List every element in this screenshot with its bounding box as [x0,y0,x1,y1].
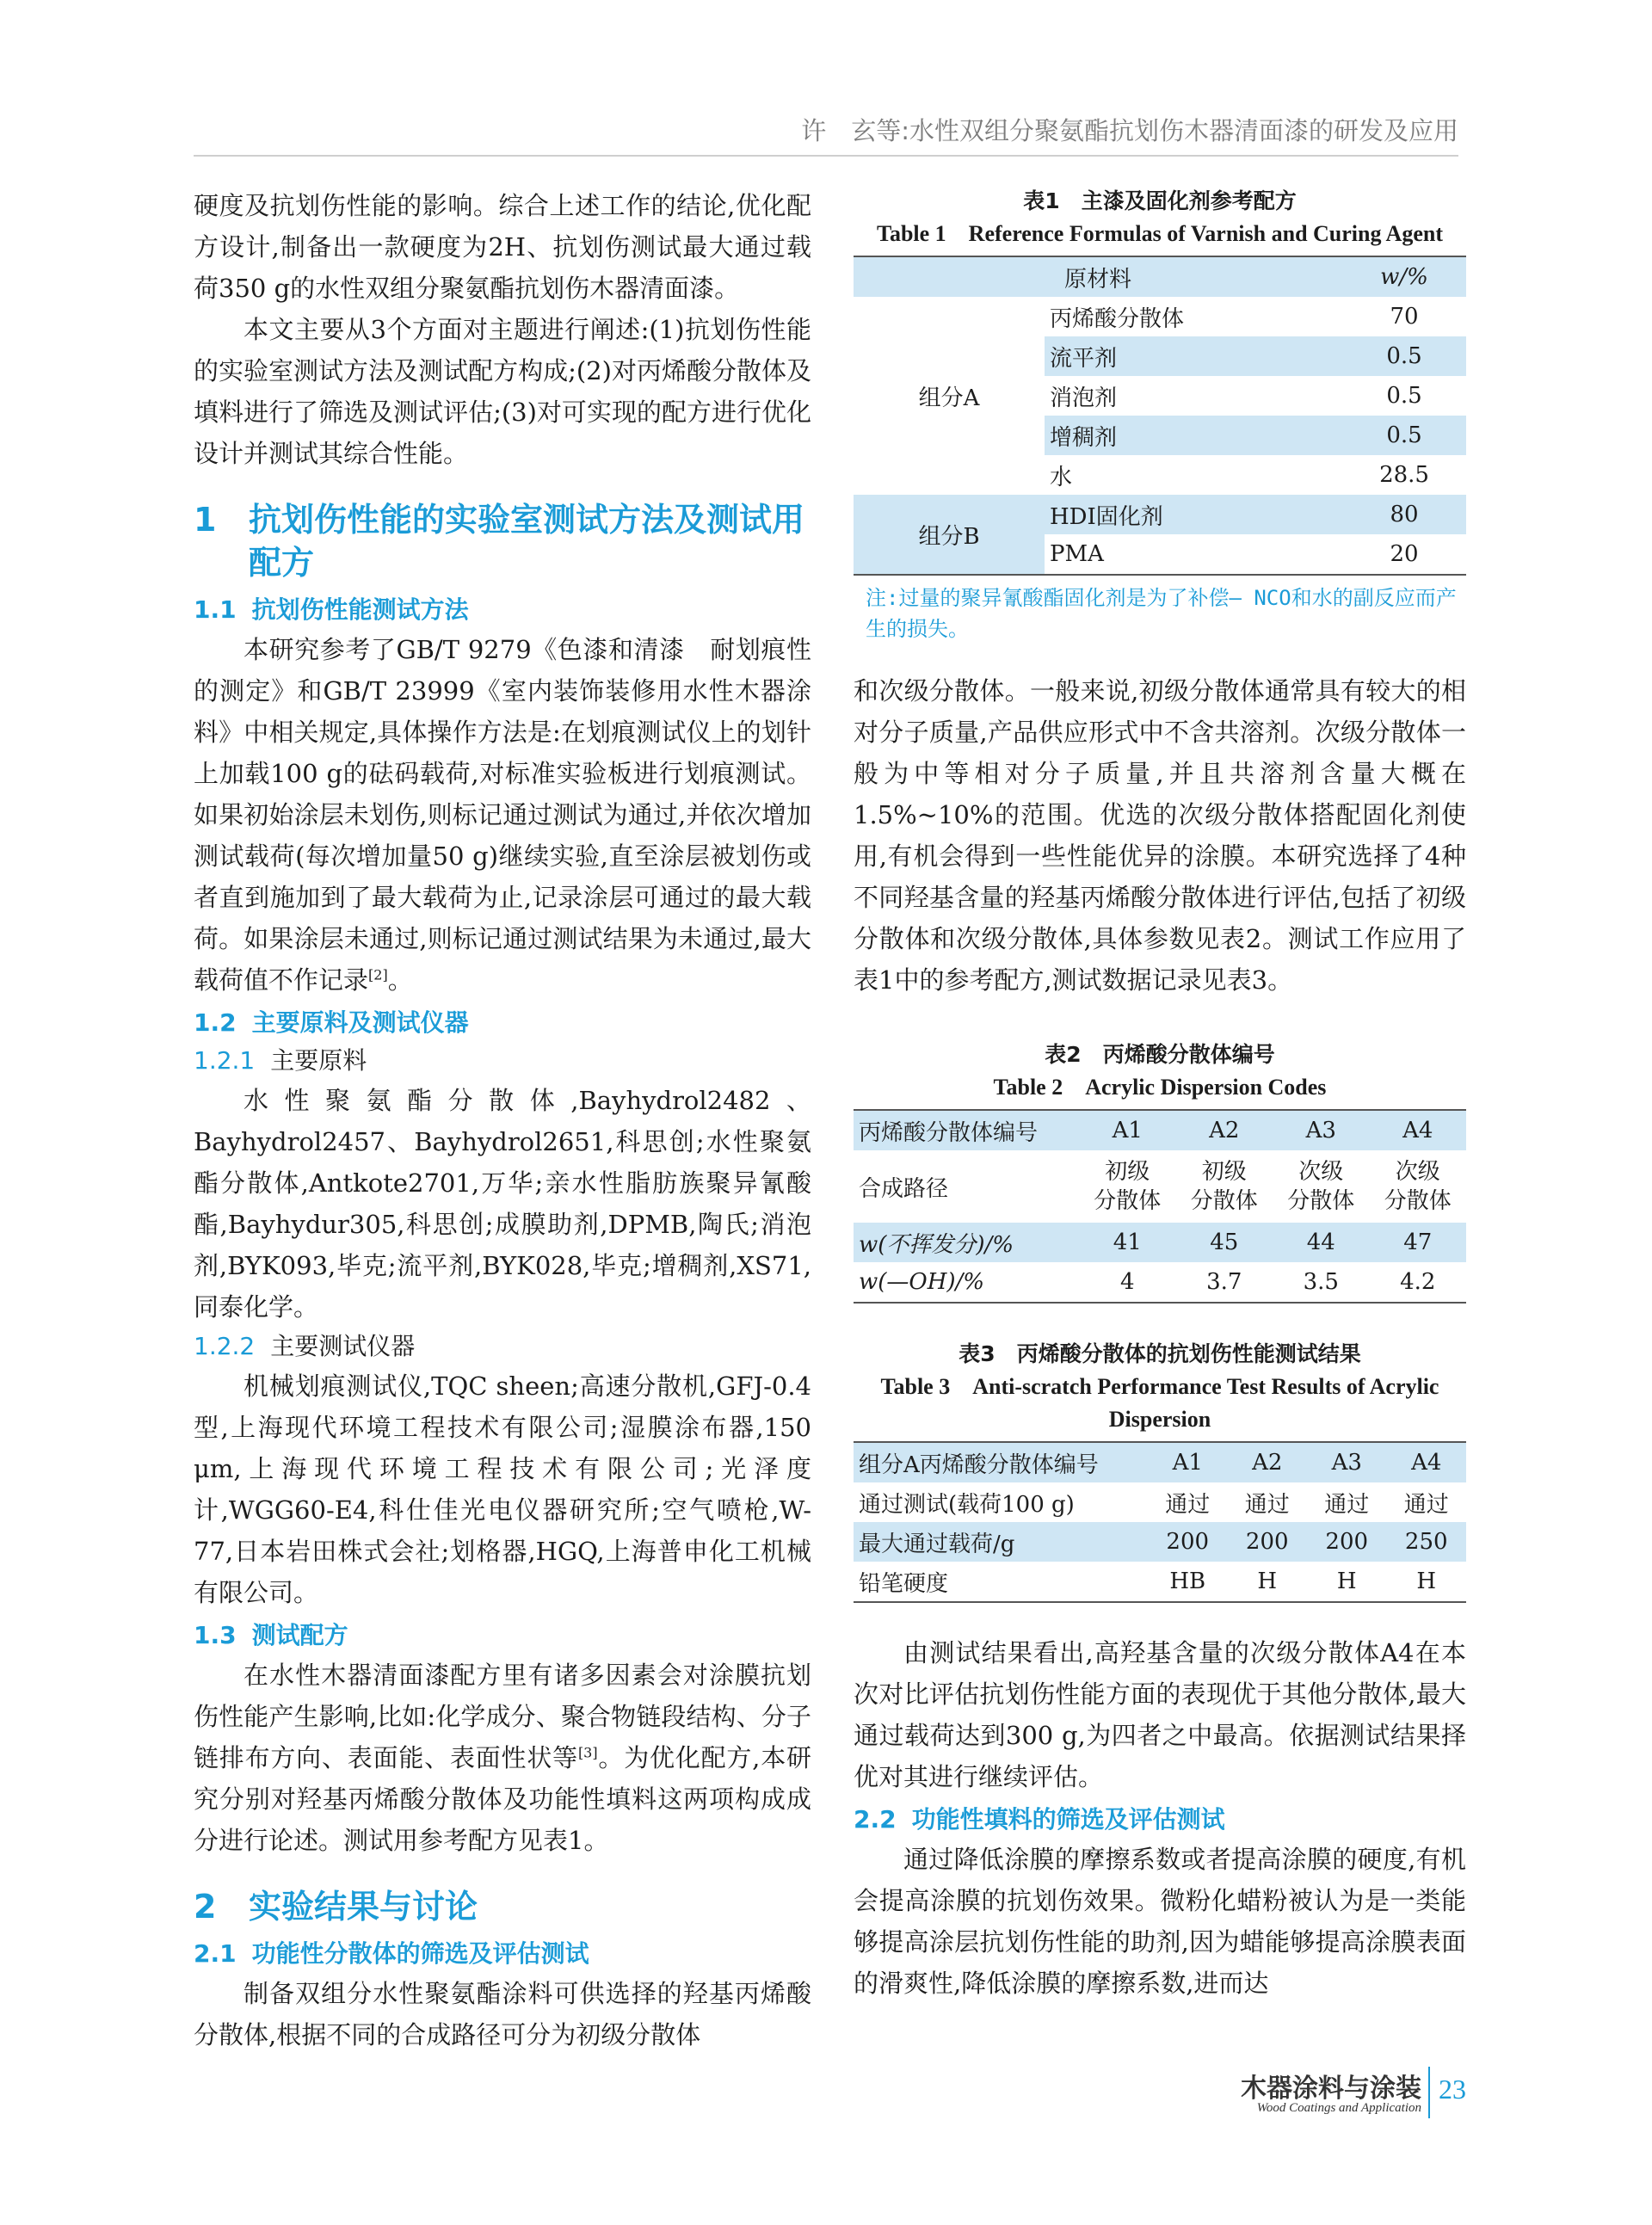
table-row [854,495,1466,534]
table-cell: 水 [1050,464,1073,490]
table-cell: 通过 [1324,1491,1370,1518]
paragraph: 硬度及抗划伤性能的影响。综合上述工作的结论,优化配方设计,制备出一款硬度为2H、抗划伤测试最大通过载荷350 g的水性双组分聚氨酯抗划伤木器清面漆。 [194,191,811,303]
subsection-number: 2.1 [194,1939,237,1968]
table-cell: 0.5 [1386,383,1422,409]
table-3 [854,1441,1466,1603]
section-heading [194,1885,811,1928]
subsubsection-title: 主要测试仪器 [270,1332,416,1360]
table-1 [854,256,1466,576]
table-cell-line: 次级 [1395,1159,1440,1185]
table-caption-en: Table 3 Anti-scratch Performance Test Results of Acrylic Dispersion [880,1374,1439,1432]
table-header-cell: w/% [1342,256,1466,297]
table-header-cell: A2 [1228,1442,1308,1482]
table-header-cell: A4 [1387,1442,1467,1482]
table-header-cell: 丙烯酸分散体编号 [854,1110,1079,1150]
right-column [854,185,1466,2004]
subsection-title: 测试配方 [251,1621,348,1649]
table-header-cell: A2 [1176,1110,1273,1150]
table-cell [1370,1150,1467,1223]
table-header-cell: A4 [1370,1110,1467,1150]
table-header-cell: A3 [1307,1442,1387,1482]
table-cell-line: 分散体 [1094,1188,1162,1214]
subsection-title: 功能性填料的筛选及评估测试 [911,1805,1225,1834]
table-cell: 200 [1307,1522,1387,1562]
table-cell: 0.5 [1342,416,1466,455]
left-column [194,185,811,2056]
section-title: 实验结果与讨论 [249,1888,478,1926]
subsubsection-number: 1.2.1 [194,1046,256,1075]
table-header-cell: 原材料 [854,256,1342,297]
table-cell-line: 分散体 [1190,1188,1258,1214]
table-cell: HDI固化剂 [1045,495,1342,534]
running-header: 许 玄等:水性双组分聚氨酯抗划伤木器清面漆的研发及应用 [194,112,1458,157]
table-caption-cn: 表1 主漆及固化剂参考配方 [1023,188,1297,213]
paragraph-text: 。为优化配方,本研究分别对羟基丙烯酸分散体及功能性填料这两项构成成分进行论述。测试用参考配方见表1。 [194,1743,811,1855]
table-row [854,1482,1466,1522]
table-cell: 47 [1370,1223,1467,1262]
table-cell: 3.5 [1303,1269,1339,1295]
paragraph: 由测试结果看出,高羟基含量的次级分散体A4在本次对比评估抗划伤性能方面的表现优于其他分散体,最大通过载荷达到300 g,为四者之中最高。依据测试结果择优对其进行继续评估。 [854,1638,1466,1791]
table-cell: 200 [1148,1522,1228,1562]
table-header-cell: A1 [1079,1110,1176,1150]
table-row [854,1150,1466,1223]
table-cell: 44 [1273,1223,1370,1262]
subsection-number: 1.2 [194,1008,237,1037]
table-cell [1079,1150,1176,1223]
table-caption-cn: 表3 丙烯酸分散体的抗划伤性能测试结果 [959,1341,1361,1366]
paragraph: 通过降低涂膜的摩擦系数或者提高涂膜的硬度,有机会提高涂膜的抗划伤效果。微粉化蜡粉被认为是一类能够提高涂层抗划伤性能的助剂,因为蜡能够提高涂膜表面的滑爽性,降低涂膜的摩擦系数,进而达 [854,1845,1466,1998]
table-cell: 3.7 [1206,1269,1242,1295]
paragraph-text: 在水性木器清面漆配方里有诸多因素会对涂膜抗划伤性能产生影响,比如:化学成分、聚合物链段结构、分子链排布方向、表面能、表面性状等 [194,1661,811,1772]
table-cell: 合成路径 [859,1175,949,1202]
table-cell: 通过 [1403,1491,1449,1518]
table-header-cell: A3 [1273,1110,1370,1150]
table-cell: 丙烯酸分散体 [1050,305,1185,332]
paragraph: 本文主要从3个方面对主题进行阐述:(1)抗划伤性能的实验室测试方法及测试配方构成;(2)对丙烯酸分散体及填料进行了筛选及测试评估;(3)对可实现的配方进行优化设计并测试其综合性能。 [194,315,811,468]
paragraph: 机械划痕测试仪,TQC sheen;高速分散机,GFJ-0.4型,上海现代环境工程技术有限公司;湿膜涂布器,150 μm,上海现代环境工程技术有限公司;光泽度计,WGG60-E4,科仕佳光电仪器研究所;空气喷枪,W-77,日本岩田株式会社;划格器,HGQ,上海普申化工机械有限公司。 [194,1371,811,1607]
table-header-cell: A1 [1148,1442,1228,1482]
table-cell: 流平剂 [1045,336,1342,376]
subsection-number: 1.1 [194,595,237,624]
table-cell-line: 分散体 [1384,1188,1452,1214]
table-2 [854,1109,1466,1304]
paragraph: 和次级分散体。一般来说,初级分散体通常具有较大的相对分子质量,产品供应形式中不含共溶剂。次级分散体一般为中等相对分子质量,并且共溶剂含量大概在1.5%~10%的范围。优选的次级分散体搭配固化剂使用,有机会得到一些性能优异的涂膜。本研究选择了4种不同羟基含量的羟基丙烯酸分散体进行评估,包括了初级分散体和次级分散体,具体参数见表2。测试工作应用了表1中的参考配方,测试数据记录见表3。 [854,676,1466,995]
subsection-number: 2.2 [854,1805,897,1834]
paragraph-text: 。 [387,965,413,995]
subsubsection-number: 1.2.2 [194,1332,256,1360]
table-row [854,1262,1466,1303]
subsection-heading [854,1801,1466,1839]
paragraph: 水性聚氨酯分散体,Bayhydrol2482、Bayhydrol2457、Bayhydrol2651,科思创;水性聚氨酯分散体,Antkote2701,万华;亲水性脂肪族聚异氰酸酯,Bayhydur305,科思创;成膜助剂,DPMB,陶氏;消泡剂,BYK093,毕克;流平剂,BYK028,毕克;增稠剂,XS71,同泰化学。 [194,1086,811,1322]
subsection-title: 抗划伤性能测试方法 [251,595,469,624]
table-cell [1273,1150,1370,1223]
table-row [854,1522,1466,1562]
table-row [854,1562,1466,1602]
table-caption-en: Table 2 Acrylic Dispersion Codes [993,1075,1327,1100]
table-cell: 80 [1342,495,1466,534]
table-row [854,297,1466,336]
paragraph [194,1655,811,1861]
table-cell: 通过 [1165,1491,1211,1518]
section-heading [194,498,811,584]
page-number: 23 [1439,2074,1466,2105]
subsubsection-title: 主要原料 [270,1046,367,1075]
footer-divider [1428,2067,1430,2118]
journal-subtitle: Wood Coatings and Application [1256,2101,1421,2115]
table-note: 注:过量的聚异氰酸酯固化剂是为了补偿— NCO和水的副反应而产生的损失。 [866,586,1457,641]
table-cell: 最大通过载荷/g [854,1522,1148,1562]
section-title: 抗划伤性能的实验室测试方法及测试用配方 [249,501,805,582]
subsection-heading [194,1935,811,1973]
table-cell: w(—OH)/% [859,1269,984,1295]
table-cell-line: 次级 [1298,1159,1344,1185]
subsection-number: 1.3 [194,1621,237,1649]
subsection-title: 主要原料及测试仪器 [251,1008,469,1037]
subsection-heading [194,1004,811,1042]
table-cell: 250 [1387,1522,1467,1562]
table-cell: 0.5 [1342,336,1466,376]
citation: [2] [368,966,388,983]
table-header-row [854,1442,1466,1482]
table-cell: 41 [1079,1223,1176,1262]
table-cell: 铅笔硬度 [859,1570,949,1597]
table-cell-line: 分散体 [1287,1188,1355,1214]
table-cell: 消泡剂 [1050,385,1118,411]
table-cell: 通过 [1244,1491,1290,1518]
table-cell: 20 [1390,541,1419,567]
table-cell [1176,1150,1273,1223]
table-cell: 增稠剂 [1045,416,1342,455]
table-cell: 4.2 [1400,1269,1436,1295]
journal-title: 木器涂料与涂装 [1241,2074,1421,2104]
paragraph [194,629,811,1001]
table-row [854,1223,1466,1262]
table-cell: H [1257,1569,1278,1594]
table-cell: HB [1169,1569,1206,1594]
table-header-row [854,256,1466,297]
table-cell: H [1416,1569,1437,1594]
paragraph-text: 本研究参考了GB/T 9279《色漆和清漆 耐划痕性的测定》和GB/T 23999《室内装饰装修用水性木器涂料》中相关规定,具体操作方法是:在划痕测试仪上的划针上加载100 g的砝码载荷,对标准实验板进行划痕测试。如果初始涂层未划伤,则标记通过测试为通过,并依次增加测试载荷(每次增加量50 g)继续实验,直至涂层被划伤或者直到施加到了最大载荷为止,记录涂层可通过的最大载荷。如果涂层未通过,则标记通过测试结果为未通过,最大载荷值不作记录 [194,635,811,995]
section-number: 1 [194,501,217,539]
table-cell: 通过测试(载荷100 g) [859,1491,1075,1518]
table-cell-line: 初级 [1201,1159,1247,1185]
table-header-cell: 组分A丙烯酸分散体编号 [854,1442,1148,1482]
table-cell: 28.5 [1379,462,1429,488]
table-cell: w(不挥发分)/% [854,1223,1079,1262]
table-cell: 4 [1119,1269,1135,1295]
subsection-heading [194,591,811,629]
subsubsection-heading [194,1328,811,1365]
subsection-title: 功能性分散体的筛选及评估测试 [251,1939,589,1968]
table-caption-en: Table 1 Reference Formulas of Varnish and Curing Agent [877,221,1443,246]
table-header-row [854,1110,1466,1150]
table-cell-line: 初级 [1105,1159,1150,1185]
table-caption-cn: 表2 丙烯酸分散体编号 [1045,1042,1275,1067]
subsubsection-heading [194,1042,811,1080]
table-cell: 200 [1228,1522,1308,1562]
table-group-cell: 组分A [918,385,980,411]
subsection-heading [194,1617,811,1655]
table-cell: 45 [1176,1223,1273,1262]
section-number: 2 [194,1888,217,1926]
paragraph: 制备双组分水性聚氨酯涂料可供选择的羟基丙烯酸分散体,根据不同的合成路径可分为初级分散体 [194,1979,811,2049]
citation: [3] [577,1744,598,1761]
table-cell: H [1336,1569,1357,1594]
table-group-cell: 组分B [854,495,1045,575]
table-cell: 70 [1390,304,1419,330]
table-cell: PMA [1050,541,1104,567]
